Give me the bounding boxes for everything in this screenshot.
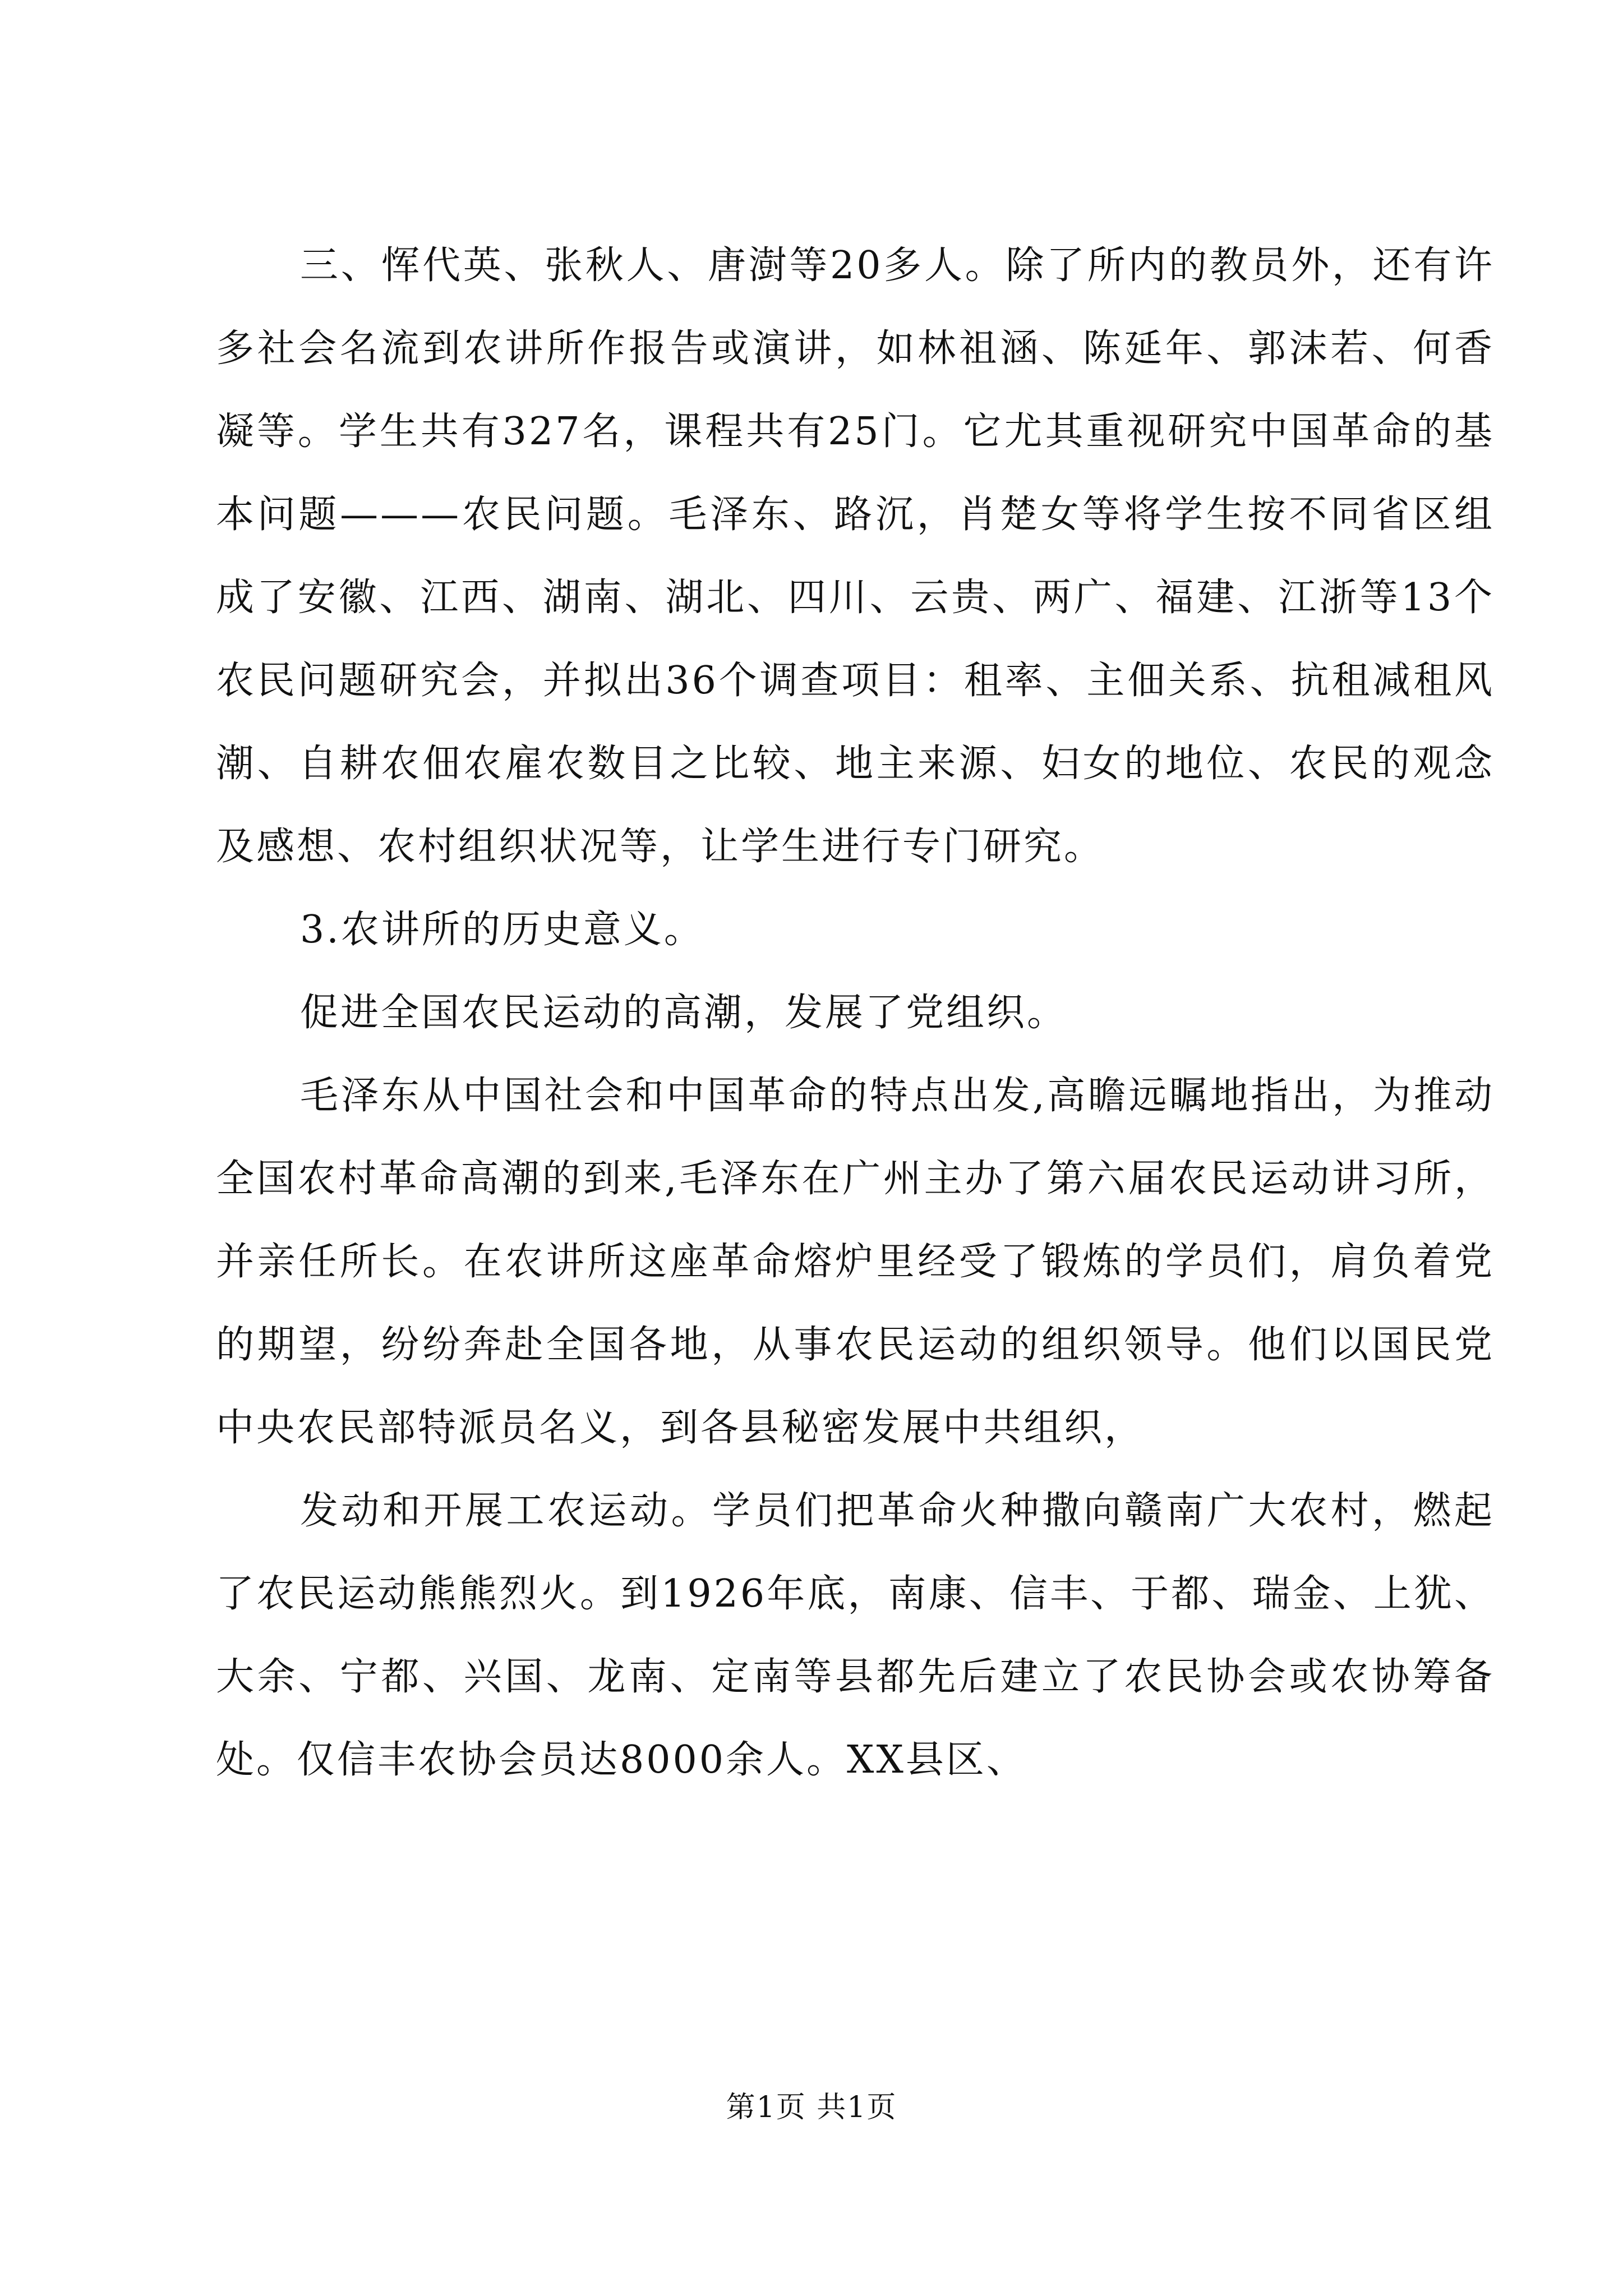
paragraph-4: 毛泽东从中国社会和中国革命的特点出发,高瞻远瞩地指出，为推动全国农村革命高潮的到来,毛泽东在广州主办了第六届农民运动讲习所，并亲任所长。在农讲所这座革命熔炉里经受了锻炼的学员们，肩负着党的期望，纷纷奔赴全国各地，从事农民运动的组织领导。他们以国民党中央农民部特派员名义，到各县秘密发展中共组织， — [216, 1074, 1495, 1450]
paragraph-3: 促进全国农民运动的高潮，发展了党组织。 — [300, 991, 1068, 1035]
document-body — [216, 224, 1495, 1802]
paragraph-5: 发动和开展工农运动。学员们把革命火种撒向赣南广大农村，燃起了农民运动熊熊烈火。到1926年底，南康、信丰、于都、瑞金、上犹、大余、宁都、兴国、龙南、定南等县都先后建立了农民协会或农协筹备处。仅信丰农协会员达8000余人。XX县区、 — [216, 1489, 1495, 1782]
page-number-footer: 第1页 共1页 — [726, 2091, 897, 2124]
paragraph-1: 三、恽代英、张秋人、唐澍等20多人。除了所内的教员外，还有许多社会名流到农讲所作报告或演讲，如林祖涵、陈延年、郭沫若、何香凝等。学生共有327名，课程共有25门。它尤其重视研究中国革命的基本问题———农民问题。毛泽东、路沉，肖楚女等将学生按不同省区组成了安徽、江西、湖南、湖北、四川、云贵、两广、福建、江浙等13个农民问题研究会，并拟出36个调查项目：租率、主佃关系、抗租减租风潮、自耕农佃农雇农数目之比较、地主来源、妇女的地位、农民的观念及感想、农村组织状况等，让学生进行专门研究。 — [216, 243, 1495, 869]
paragraph-2: 3.农讲所的历史意义。 — [300, 908, 704, 952]
